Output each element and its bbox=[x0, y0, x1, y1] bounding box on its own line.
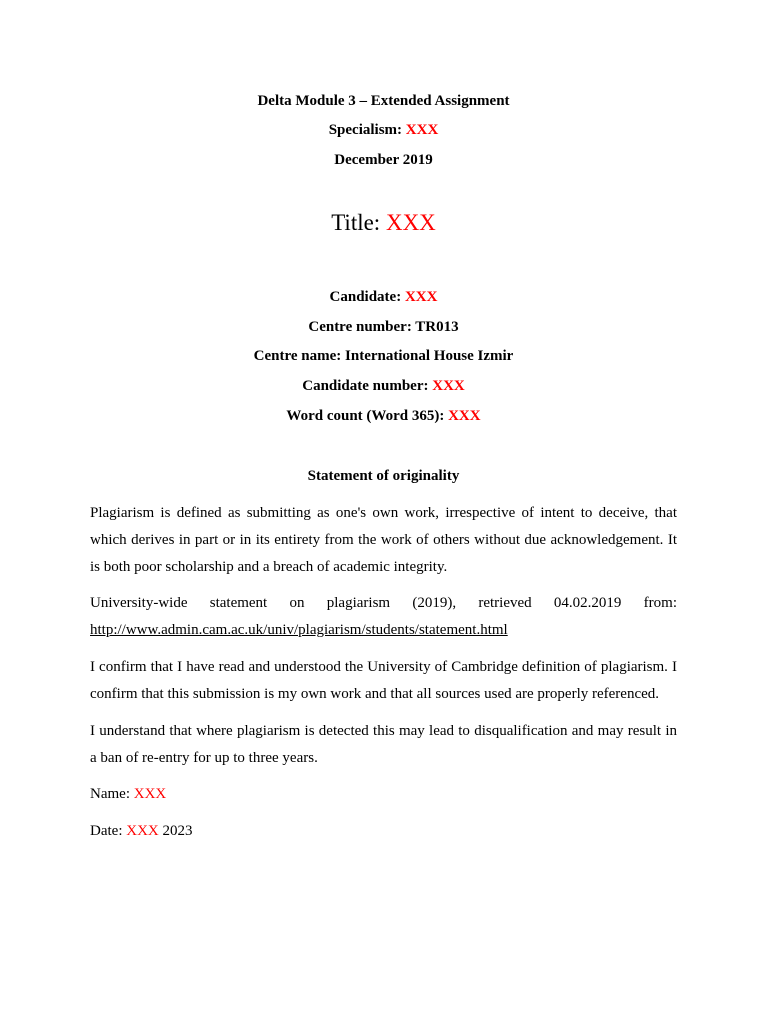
statement-paragraph-2: University-wide statement on plagiarism (2019), retrieved 04.02.2019 from: bbox=[90, 595, 677, 611]
centre-name: Centre name: International House Izmir bbox=[253, 348, 514, 364]
title-label: Title: bbox=[331, 210, 386, 235]
word-count-line bbox=[90, 408, 677, 425]
word-count-label: Word count (Word 365): bbox=[286, 408, 449, 424]
title-value: XXX bbox=[385, 210, 436, 235]
candidate-value: XXX bbox=[404, 289, 438, 305]
module-heading: Delta Module 3 – Extended Assignment bbox=[257, 93, 510, 109]
statement-heading: Statement of originality bbox=[307, 468, 460, 484]
candidate-line bbox=[90, 289, 677, 306]
plagiarism-statement-link[interactable]: http://www.admin.cam.ac.uk/univ/plagiarism/students/statement.html bbox=[90, 622, 508, 638]
specialism-label: Specialism: bbox=[328, 122, 406, 138]
candidate-label: Candidate: bbox=[329, 289, 405, 305]
date-value: XXX bbox=[126, 823, 159, 839]
statement-link-line bbox=[90, 617, 677, 644]
statement-paragraph-4: I understand that where plagiarism is detected this may lead to disqualification and may result in a ban of re-entry for up to three years. bbox=[90, 723, 677, 766]
name-line bbox=[90, 781, 677, 808]
centre-number: Centre number: TR013 bbox=[308, 319, 459, 335]
date-label: Date: bbox=[90, 823, 127, 839]
candidate-number-value: XXX bbox=[432, 378, 465, 394]
statement-paragraph-3: I confirm that I have read and understood the University of Cambridge definition of plagiarism. I confirm that this submission is my own work and that all sources used are properly referenced. bbox=[90, 659, 677, 702]
date-line bbox=[90, 818, 677, 845]
specialism-line bbox=[90, 122, 677, 139]
date-year: 2023 bbox=[158, 823, 193, 839]
page-title bbox=[90, 210, 677, 236]
specialism-value: XXX bbox=[405, 122, 439, 138]
candidate-number-label: Candidate number: bbox=[302, 378, 433, 394]
statement-paragraph-1: Plagiarism is defined as submitting as one's own work, irrespective of intent to deceive, that which derives in part or in its entirety from the work of others without due acknowledgement. It is both poor scholarship and a breach of academic integrity. bbox=[90, 505, 677, 575]
name-value: XXX bbox=[133, 786, 167, 802]
word-count-value: XXX bbox=[448, 408, 481, 424]
submission-date: December 2019 bbox=[334, 152, 433, 168]
name-label: Name: bbox=[90, 786, 134, 802]
candidate-number-line bbox=[90, 378, 677, 395]
